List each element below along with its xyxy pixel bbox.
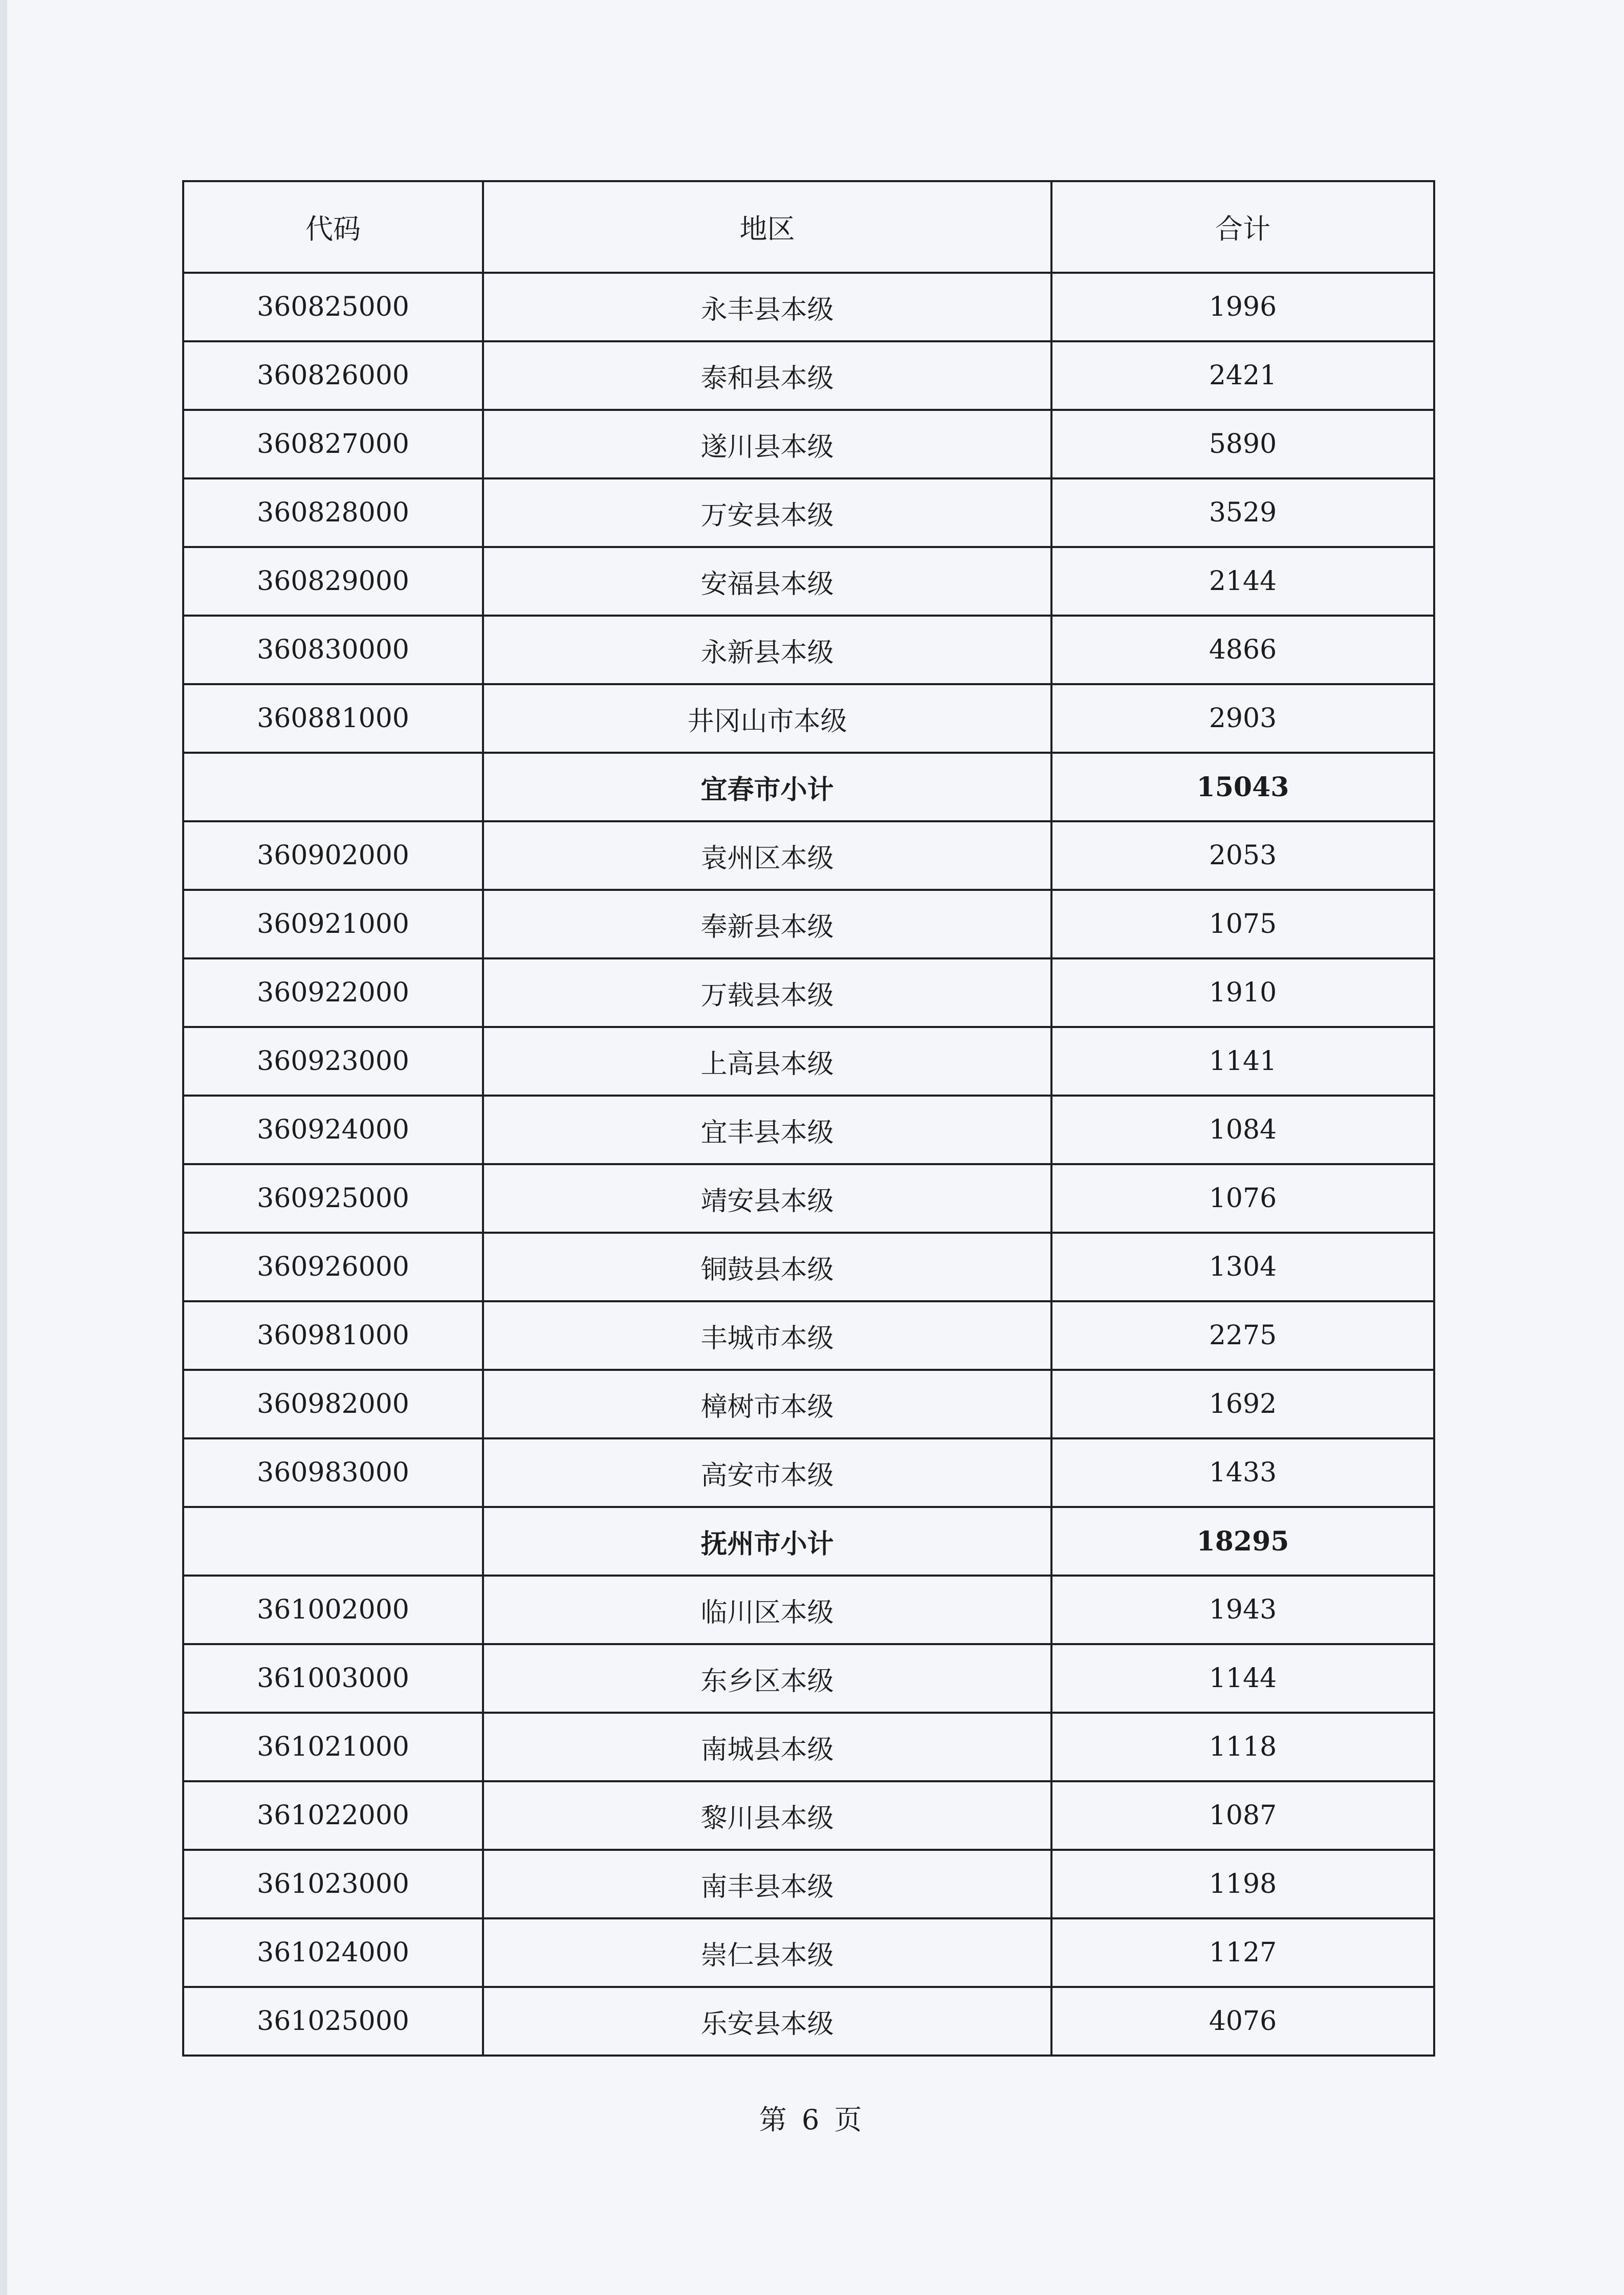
table-row [183,410,1434,478]
cell-total: 3529 [1051,478,1434,547]
table-row [183,890,1434,958]
table-row [183,1713,1434,1781]
cell-area: 井冈山市本级 [483,684,1051,753]
cell-area: 抚州市小计 [483,1507,1051,1576]
table-row [183,1644,1434,1713]
cell-code: 361024000 [183,1918,483,1987]
cell-total: 5890 [1051,410,1434,478]
cell-total: 2144 [1051,547,1434,616]
table-row [183,1027,1434,1096]
cell-area: 遂川县本级 [483,410,1051,478]
subtotal-row [183,753,1434,821]
table-row [183,684,1434,753]
cell-area: 安福县本级 [483,547,1051,616]
table-row [183,273,1434,341]
table-header [183,181,1434,273]
cell-area: 靖安县本级 [483,1164,1051,1233]
cell-code: 360827000 [183,410,483,478]
cell-total: 1433 [1051,1438,1434,1507]
cell-area: 永丰县本级 [483,273,1051,341]
cell-total: 4076 [1051,1987,1434,2056]
cell-code: 361022000 [183,1781,483,1850]
table-row [183,1576,1434,1644]
cell-area: 永新县本级 [483,616,1051,684]
cell-code: 360983000 [183,1438,483,1507]
cell-area: 东乡区本级 [483,1644,1051,1713]
table-row [183,1850,1434,1918]
cell-total: 2903 [1051,684,1434,753]
cell-code: 361021000 [183,1713,483,1781]
header-area: 地区 [483,181,1051,273]
cell-code [183,1507,483,1576]
cell-total: 1127 [1051,1918,1434,1987]
page-number: 第 6 页 [759,2104,865,2136]
cell-code: 360982000 [183,1370,483,1438]
cell-area: 奉新县本级 [483,890,1051,958]
table-row [183,1438,1434,1507]
cell-total: 1075 [1051,890,1434,958]
cell-code: 360825000 [183,273,483,341]
cell-area: 万载县本级 [483,958,1051,1027]
cell-code: 360881000 [183,684,483,753]
cell-area: 袁州区本级 [483,821,1051,890]
table-row [183,341,1434,410]
cell-area: 黎川县本级 [483,1781,1051,1850]
table-row [183,821,1434,890]
cell-code: 360829000 [183,547,483,616]
header-total: 合计 [1051,181,1434,273]
cell-code: 361002000 [183,1576,483,1644]
cell-code: 360830000 [183,616,483,684]
table-row [183,1301,1434,1370]
cell-code: 360981000 [183,1301,483,1370]
cell-total: 1943 [1051,1576,1434,1644]
page-edge [0,0,7,2295]
table-row [183,1164,1434,1233]
cell-code: 360924000 [183,1096,483,1164]
cell-area: 丰城市本级 [483,1301,1051,1370]
cell-code: 360922000 [183,958,483,1027]
cell-total: 1910 [1051,958,1434,1027]
cell-total: 1087 [1051,1781,1434,1850]
cell-area: 南丰县本级 [483,1850,1051,1918]
cell-code: 360926000 [183,1233,483,1301]
cell-total: 1076 [1051,1164,1434,1233]
cell-area: 樟树市本级 [483,1370,1051,1438]
table-row [183,1370,1434,1438]
cell-code: 360826000 [183,341,483,410]
cell-code: 360925000 [183,1164,483,1233]
cell-code: 361003000 [183,1644,483,1713]
cell-total: 1692 [1051,1370,1434,1438]
cell-area: 南城县本级 [483,1713,1051,1781]
cell-total: 1118 [1051,1713,1434,1781]
cell-area: 上高县本级 [483,1027,1051,1096]
table-row [183,616,1434,684]
cell-total: 2421 [1051,341,1434,410]
cell-total: 1996 [1051,273,1434,341]
cell-area: 崇仁县本级 [483,1918,1051,1987]
table-row [183,1233,1434,1301]
cell-area: 铜鼓县本级 [483,1233,1051,1301]
cell-area: 宜春市小计 [483,753,1051,821]
table-row [183,1096,1434,1164]
cell-area: 泰和县本级 [483,341,1051,410]
cell-total: 15043 [1051,753,1434,821]
cell-total: 1084 [1051,1096,1434,1164]
cell-total: 2053 [1051,821,1434,890]
cell-area: 宜丰县本级 [483,1096,1051,1164]
cell-total: 1141 [1051,1027,1434,1096]
allocation-table [182,180,1435,2057]
cell-code: 360902000 [183,821,483,890]
cell-total: 4866 [1051,616,1434,684]
cell-code: 360923000 [183,1027,483,1096]
cell-code: 360828000 [183,478,483,547]
table-row [183,478,1434,547]
cell-total: 1198 [1051,1850,1434,1918]
table-row [183,1987,1434,2056]
header-row [183,181,1434,273]
cell-code: 361023000 [183,1850,483,1918]
cell-total: 2275 [1051,1301,1434,1370]
header-code: 代码 [183,181,483,273]
table-row [183,547,1434,616]
cell-total: 1304 [1051,1233,1434,1301]
table-row [183,1781,1434,1850]
cell-area: 万安县本级 [483,478,1051,547]
table-row [183,958,1434,1027]
cell-total: 18295 [1051,1507,1434,1576]
table-body [183,273,1434,2056]
cell-area: 乐安县本级 [483,1987,1051,2056]
cell-total: 1144 [1051,1644,1434,1713]
cell-code [183,753,483,821]
cell-area: 高安市本级 [483,1438,1051,1507]
cell-area: 临川区本级 [483,1576,1051,1644]
subtotal-row [183,1507,1434,1576]
cell-code: 361025000 [183,1987,483,2056]
cell-code: 360921000 [183,890,483,958]
table-row [183,1918,1434,1987]
